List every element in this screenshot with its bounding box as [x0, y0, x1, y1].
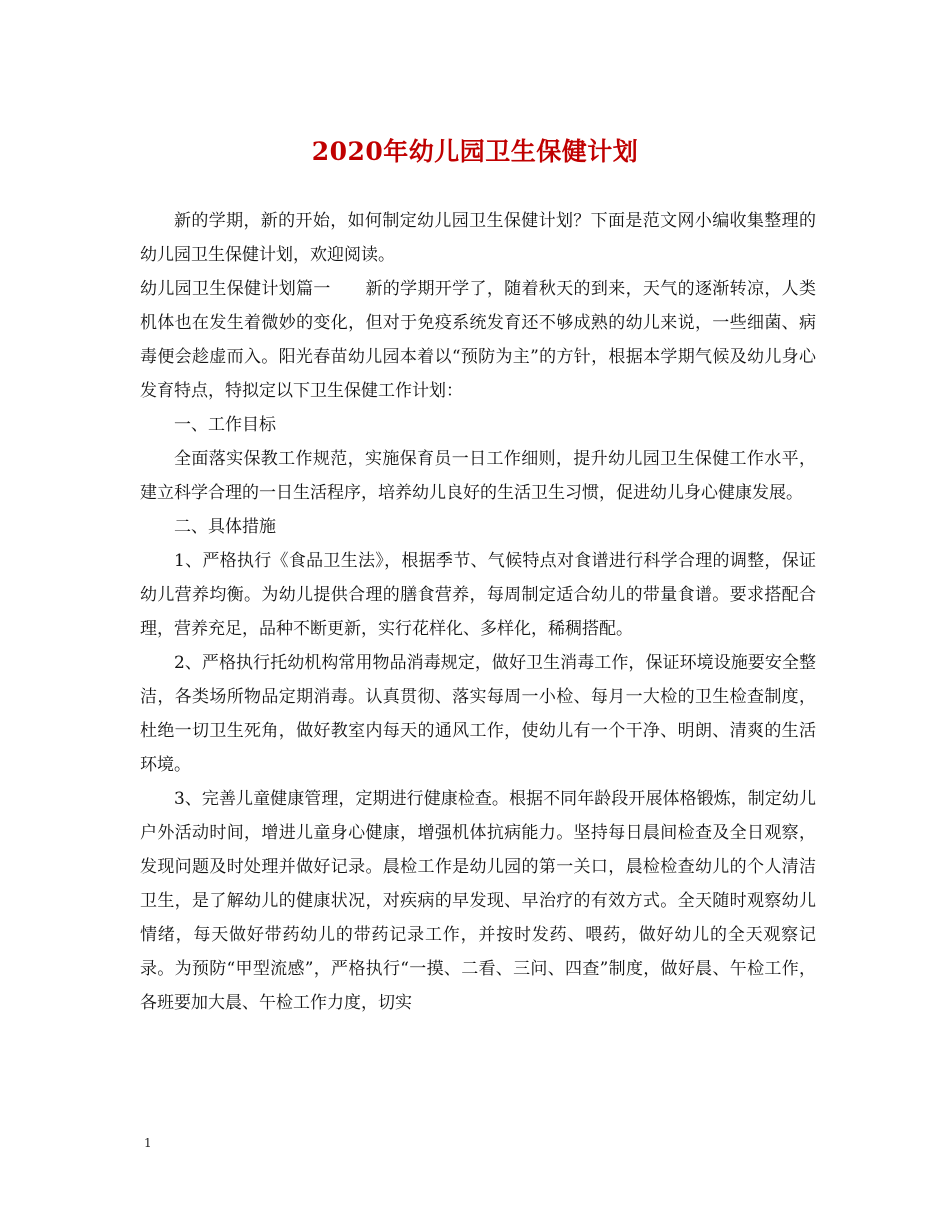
intro-paragraph: 新的学期，新的开始，如何制定幼儿园卫生保健计划？下面是范文网小编收集整理的幼儿园卫生保健计划，欢迎阅读。 [140, 211, 816, 265]
section-one-paragraph: 幼儿园卫生保健计划篇一 新的学期开学了，随着秋天的到来，天气的逐渐转凉，人类机体也在发生着微妙的变化，但对于免疫系统发育还不够成熟的幼儿来说，一些细菌、病毒便会趁虚而入。阳光春苗幼儿园本着以“预防为主”的方针，根据本学期气候及幼儿身心发育特点，特拟定以下卫生保健工作计划： [140, 279, 816, 401]
measure-1-paragraph: 1、严格执行《食品卫生法》，根据季节、气候特点对食谱进行科学合理的调整，保证幼儿营养均衡。为幼儿提供合理的膳食营养，每周制定适合幼儿的带量食谱。要求搭配合理，营养充足，品种不断更新，实行花样化、多样化，稀稠搭配。 [140, 551, 816, 639]
work-goals-paragraph: 全面落实保教工作规范，实施保育员一日工作细则，提升幼儿园卫生保健工作水平，建立科学合理的一日生活程序，培养幼儿良好的生活卫生习惯，促进幼儿身心健康发展。 [140, 449, 816, 503]
page-number: 1 [144, 1136, 152, 1150]
heading-work-goals: 一、工作目标 [174, 415, 276, 435]
document-title: 2020年幼儿园卫生保健计划 [311, 137, 639, 166]
measure-3-paragraph: 3、完善儿童健康管理，定期进行健康检查。根据不同年龄段开展体格锻炼，制定幼儿户外活动时间，增进儿童身心健康，增强机体抗病能力。坚持每日晨间检查及全日观察，发现问题及时处理并做好记录。晨检工作是幼儿园的第一关口，晨检检查幼儿的个人清洁卫生，是了解幼儿的健康状况，对疾病的早发现、早治疗的有效方式。全天随时观察幼儿情绪，每天做好带药幼儿的带药记录工作，并按时发药、喂药，做好幼儿的全天观察记录。为预防“甲型流感”，严格执行“一摸、二看、三问、四查”制度，做好晨、午检工作，各班要加大晨、午检工作力度，切实 [140, 789, 816, 1013]
measure-2-paragraph: 2、严格执行托幼机构常用物品消毒规定，做好卫生消毒工作，保证环境设施要安全整洁，各类场所物品定期消毒。认真贯彻、落实每周一小检、每月一大检的卫生检查制度，杜绝一切卫生死角，做好教室内每天的通风工作，使幼儿有一个干净、明朗、清爽的生活环境。 [140, 653, 816, 775]
document-body [140, 204, 816, 1020]
heading-specific-measures: 二、具体措施 [174, 517, 276, 537]
